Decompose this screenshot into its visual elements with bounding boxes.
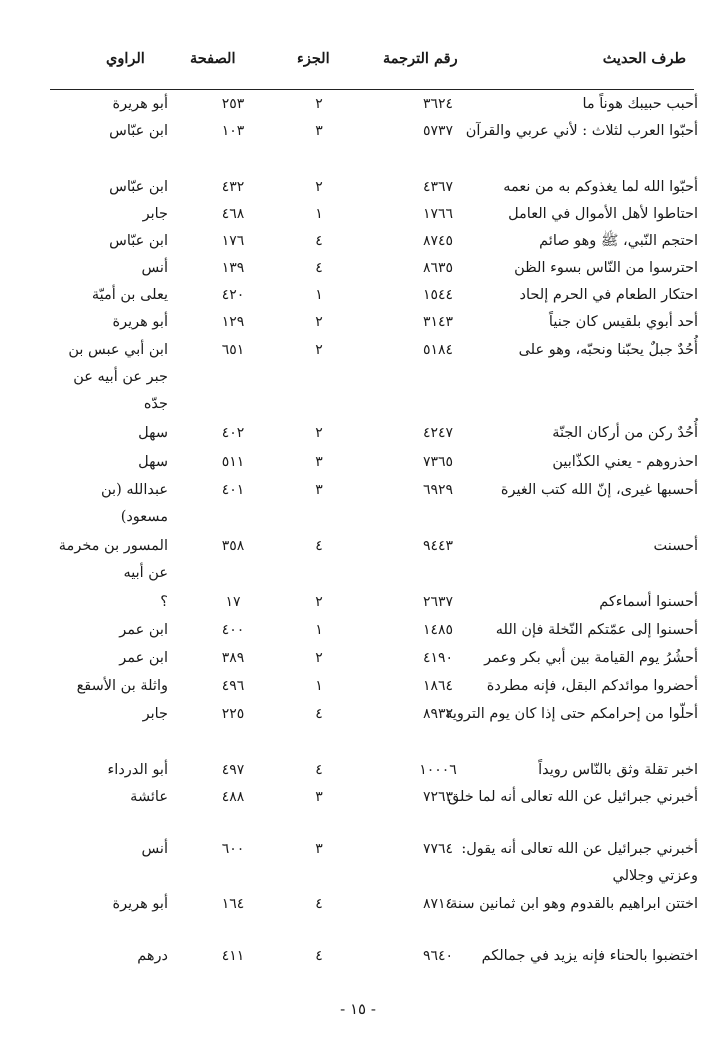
volume: ٢: [315, 314, 323, 330]
header-entry-number: رقم الترجمة: [383, 50, 458, 67]
page-number: - ١٥ -: [340, 1000, 376, 1018]
entry-number: ٣١٤٣: [422, 314, 454, 330]
hadith-start: أحد أبوي بلقيس كان جنياً: [548, 314, 698, 330]
volume: ٢: [315, 342, 323, 358]
narrator: أنس: [141, 260, 168, 276]
entry-number: ٤٢٤٧: [422, 425, 454, 441]
hadith-start: أحضروا موائدكم البقل، فإنه مطردة: [486, 678, 698, 694]
narrator: عبدالله (بن مسعود): [101, 482, 168, 525]
narrator: أبو هريرة: [112, 314, 168, 330]
entry-number: ٨٩٣٢: [422, 706, 454, 722]
header-volume: الجزء: [297, 50, 330, 67]
narrator: أنس: [141, 841, 168, 857]
narrator: سهل: [138, 454, 168, 470]
narrator: جابر: [142, 206, 168, 222]
narrator: عائشة: [130, 789, 168, 805]
page-ref: ١٦٤: [221, 896, 245, 912]
volume: ٤: [315, 233, 323, 249]
page-ref: ٤١١: [221, 948, 245, 964]
page-ref: ١٠٣: [221, 123, 245, 139]
volume: ١: [315, 622, 323, 638]
hadith-start: اخبر تقلة وثق بالنّاس رويداً: [538, 762, 698, 778]
hadith-start: أحبب حبيبك هوناً ما: [582, 96, 698, 112]
volume: ٤: [315, 948, 323, 964]
page-ref: ١٢٩: [221, 314, 245, 330]
narrator: ابن عبّاس: [109, 123, 168, 139]
narrator: سهل: [138, 425, 168, 441]
hadith-start: احتاطوا لأهل الأموال في العامل: [508, 206, 698, 222]
page-ref: ٦٠٠: [221, 841, 245, 857]
narrator: المسور بن مخرمة عن أبيه: [58, 538, 168, 581]
hadith-start: أحسنوا إلى عمّتكم النّخلة فإن الله: [495, 622, 698, 638]
entry-number: ٧٧٦٤: [422, 841, 454, 857]
hadith-start: احترسوا من النّاس بسوء الظن: [514, 260, 698, 276]
narrator: ابن عبّاس: [109, 233, 168, 249]
narrator: أبو الدرداء: [107, 762, 168, 778]
page-ref: ٤٦٨: [221, 206, 245, 222]
volume: ٢: [315, 179, 323, 195]
volume: ٣: [315, 454, 323, 470]
narrator: واثلة بن الأسقع: [76, 678, 168, 694]
entry-number: ٤١٩٠: [422, 650, 454, 666]
entry-number: ٥١٨٤: [422, 342, 454, 358]
hadith-start: احتجم النّبي، ﷺ وهو صائم: [539, 233, 698, 249]
page-ref: ٤٩٦: [221, 678, 245, 694]
entry-number: ١٨٦٤: [422, 678, 454, 694]
page-ref: ٢٥٣: [221, 96, 245, 112]
volume: ١: [315, 206, 323, 222]
narrator: ؟: [160, 594, 168, 610]
page-ref: ١٧: [225, 594, 241, 610]
page-ref: ١٧٦: [221, 233, 245, 249]
narrator: ابن عمر: [119, 650, 168, 666]
entry-number: ٩٦٤٠: [422, 948, 454, 964]
narrator: جابر: [142, 706, 168, 722]
volume: ٣: [315, 789, 323, 805]
hadith-start: أحسبها غيرى، إنّ الله كتب الغيرة: [500, 482, 698, 498]
entry-number: ٨٦٣٥: [422, 260, 454, 276]
hadith-start: احذروهم - يعني الكذّابين: [552, 454, 698, 470]
volume: ١: [315, 678, 323, 694]
volume: ٤: [315, 896, 323, 912]
entry-number: ٥٧٣٧: [422, 123, 454, 139]
narrator: درهم: [137, 948, 168, 964]
volume: ٢: [315, 594, 323, 610]
entry-number: ٣٦٢٤: [422, 96, 454, 112]
header-hadith-start: طرف الحديث: [602, 50, 686, 67]
entry-number: ١٤٨٥: [422, 622, 454, 638]
page-ref: ٤٨٨: [221, 789, 245, 805]
entry-number: ١٧٦٦: [422, 206, 454, 222]
volume: ٤: [315, 762, 323, 778]
volume: ٣: [315, 482, 323, 498]
volume: ١: [315, 287, 323, 303]
narrator: يعلى بن أميّة: [91, 287, 168, 303]
volume: ٣: [315, 841, 323, 857]
hadith-start: أُحُدٌ ركن من أركان الجنّة: [552, 425, 698, 441]
entry-number: ٨٧٤٥: [422, 233, 454, 249]
hadith-start: أخبرني جبرائيل عن الله تعالى أنه يقول: وعزتي وجلالي: [461, 841, 698, 884]
hadith-start: أحسنوا أسماءكم: [599, 594, 698, 610]
page-ref: ٥١١: [221, 454, 245, 470]
narrator: ابن عبّاس: [109, 179, 168, 195]
volume: ٢: [315, 425, 323, 441]
narrator: ابن عمر: [119, 622, 168, 638]
page-ref: ٣٥٨: [221, 538, 245, 554]
page-ref: ٤٣٢: [221, 179, 245, 195]
volume: ٤: [315, 260, 323, 276]
page-ref: ٦٥١: [221, 342, 245, 358]
narrator: أبو هريرة: [112, 896, 168, 912]
entry-number: ١٥٤٤: [422, 287, 454, 303]
hadith-start: اختضبوا بالحناء فإنه يزيد في جمالكم: [481, 948, 698, 964]
entry-number: ٢٦٣٧: [422, 594, 454, 610]
header-page: الصفحة: [190, 50, 236, 67]
page-ref: ٤٢٠: [221, 287, 245, 303]
entry-number: ٧٣٦٥: [422, 454, 454, 470]
volume: ٣: [315, 123, 323, 139]
narrator: أبو هريرة: [112, 96, 168, 112]
entry-number: ١٠٠٠٦: [419, 762, 457, 778]
volume: ٢: [315, 650, 323, 666]
hadith-start: أحبّوا الله لما يغذوكم به من نعمه: [503, 179, 698, 195]
volume: ٤: [315, 706, 323, 722]
table-header: [0, 50, 716, 80]
page-ref: ٤٠٢: [221, 425, 245, 441]
hadith-start: احتكار الطعام في الحرم إلحاد: [519, 287, 698, 303]
entry-number: ٦٩٢٩: [422, 482, 454, 498]
page-ref: ٤٠٠: [221, 622, 245, 638]
hadith-start: أُحُدٌ جبلٌ يحبّنا ونحبّه، وهو على: [518, 342, 698, 358]
entry-number: ٩٤٤٣: [422, 538, 454, 554]
page-ref: ١٣٩: [221, 260, 245, 276]
page-ref: ٤٩٧: [221, 762, 245, 778]
volume: ٤: [315, 538, 323, 554]
page-ref: ٤٠١: [221, 482, 245, 498]
hadith-start: أخبرني جبرائيل عن الله تعالى أنه لما خلق: [447, 789, 698, 805]
entry-number: ٨٧١٤: [422, 896, 454, 912]
page-ref: ٢٢٥: [221, 706, 245, 722]
hadith-start: أحشُرُ يوم القيامة بين أبي بكر وعمر: [484, 650, 698, 666]
header-narrator: الراوي: [106, 50, 145, 67]
entry-number: ٧٢٦٣: [422, 789, 454, 805]
header-divider: [50, 89, 694, 90]
volume: ٢: [315, 96, 323, 112]
narrator: ابن أبي عبس بن جبر عن أبيه عن جدّه: [68, 342, 168, 412]
hadith-start: أحبّوا العرب لثلاث : لأني عربي والقرآن: [465, 123, 698, 139]
hadith-start: أحسنت: [653, 538, 698, 554]
hadith-start: اختتن ابراهيم بالقدوم وهو ابن ثمانين سنة: [450, 896, 698, 912]
page-ref: ٣٨٩: [221, 650, 245, 666]
hadith-start: أحلّوا من إحرامكم حتى إذا كان يوم التروية: [445, 706, 698, 722]
entry-number: ٤٣٦٧: [422, 179, 454, 195]
